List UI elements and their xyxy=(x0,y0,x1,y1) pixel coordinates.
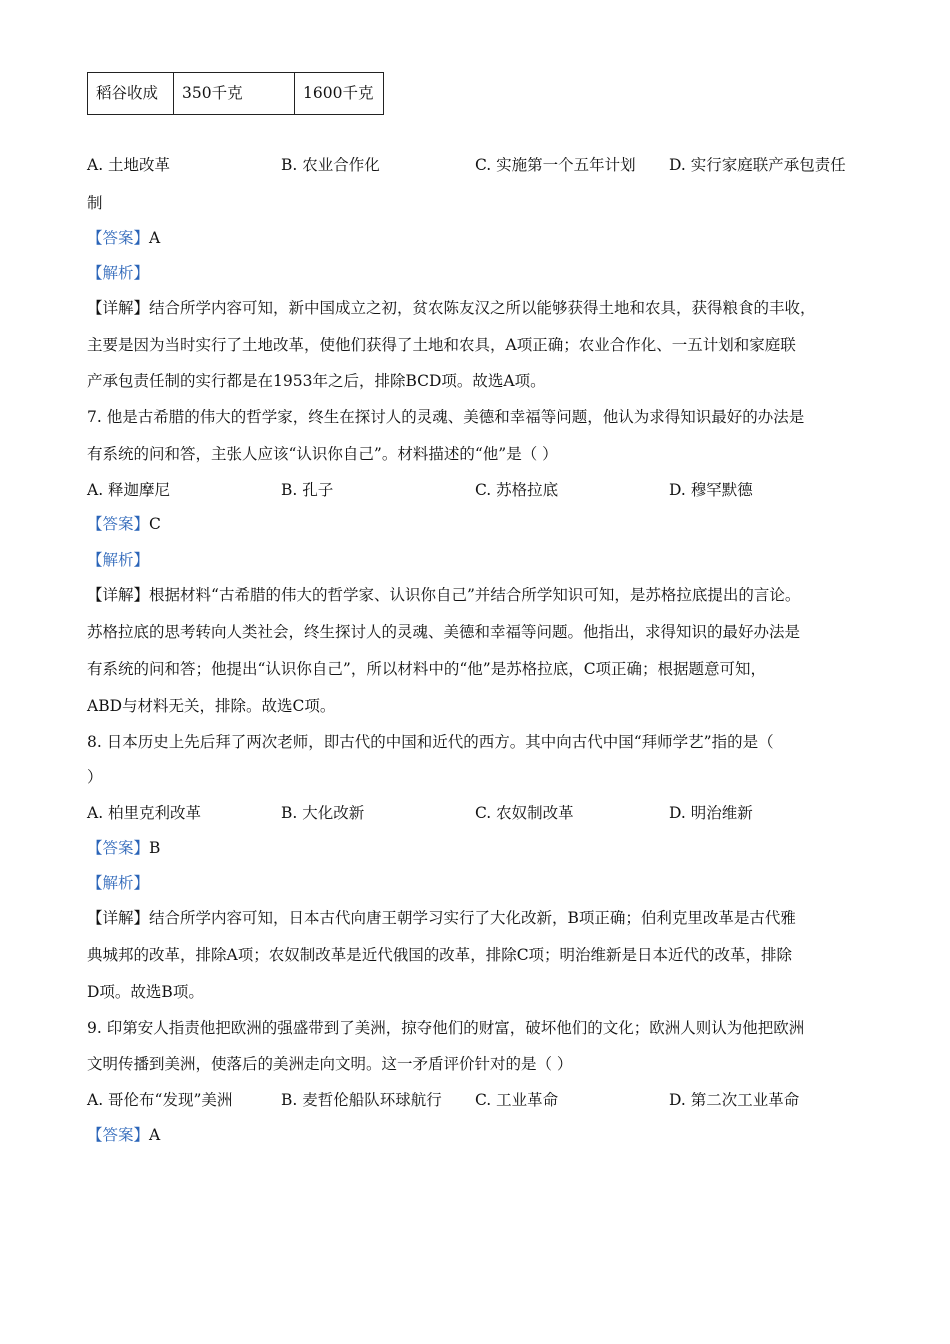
detail-tag: 【详解】 xyxy=(87,299,150,317)
q8-analysis-tag: 【解析】 xyxy=(87,874,150,892)
table-cell: 350千克 xyxy=(174,73,295,115)
q7-stem-line: 有系统的问和答，主张人应该“认识你自己”。材料描述的“他”是（ ） xyxy=(87,445,558,463)
q8-detail-line: D项。故选B项。 xyxy=(87,983,204,1001)
q9-answer xyxy=(87,1125,160,1145)
q8-option-c: C. 农奴制改革 xyxy=(475,804,574,822)
q7-stem-line: 7. 他是古希腊的伟大的哲学家，终生在探讨人的灵魂、美德和幸福等问题，他认为求得知识最好的办法是 xyxy=(87,408,805,426)
q7-option-d: D. 穆罕默德 xyxy=(669,481,753,499)
q9-option-b: B. 麦哲伦船队环球航行 xyxy=(281,1091,442,1109)
q8-detail-line: 典城邦的改革，排除A项；农奴制改革是近代俄国的改革，排除C项；明治维新是日本近代的改革，排除 xyxy=(87,946,793,964)
q9-stem-line: 文明传播到美洲，使落后的美洲走向文明。这一矛盾评价针对的是（ ） xyxy=(87,1055,573,1073)
answer-value: C xyxy=(149,515,161,533)
detail-text: 根据材料“古希腊的伟大的哲学家、认识你自己”并结合所学知识可知，是苏格拉底提出的言论。 xyxy=(149,586,801,604)
q7-detail-line: 苏格拉底的思考转向人类社会，终生探讨人的灵魂、美德和幸福等问题。他指出，求得知识的最好办法是 xyxy=(87,623,801,641)
answer-tag: 【答案】 xyxy=(87,1126,150,1144)
q6-answer xyxy=(87,228,160,248)
q6-detail-line: 产承包责任制的实行都是在1953年之后，排除BCD项。故选A项。 xyxy=(87,372,546,390)
q8-option-a: A. 柏里克利改革 xyxy=(87,804,202,822)
q7-analysis-tag: 【解析】 xyxy=(87,551,150,569)
q7-option-b: B. 孔子 xyxy=(281,481,334,499)
detail-tag: 【详解】 xyxy=(87,909,150,927)
q8-stem-line: 8. 日本历史上先后拜了两次老师，即古代的中国和近代的西方。其中向古代中国“拜师学艺”指的是（ xyxy=(87,733,774,751)
answer-value: A xyxy=(149,1126,161,1144)
q8-answer xyxy=(87,838,160,858)
table-cell: 1600千克 xyxy=(295,73,384,115)
q9-option-a: A. 哥伦布“发现”美洲 xyxy=(87,1091,233,1109)
q7-answer xyxy=(87,514,161,534)
q6-option-d-cont: 制 xyxy=(87,194,103,212)
q7-option-a: A. 释迦摩尼 xyxy=(87,481,171,499)
answer-value: B xyxy=(149,839,161,857)
q6-option-c: C. 实施第一个五年计划 xyxy=(475,156,636,174)
q8-stem-line: ） xyxy=(87,768,103,786)
q7-option-c: C. 苏格拉底 xyxy=(475,481,559,499)
q6-option-d: D. 实行家庭联产承包责任 xyxy=(669,156,846,174)
q6-option-a: A. 土地改革 xyxy=(87,156,171,174)
q8-option-b: B. 大化改新 xyxy=(281,804,365,822)
answer-tag: 【答案】 xyxy=(87,515,150,533)
q7-detail-line: ABD与材料无关，排除。故选C项。 xyxy=(87,697,336,715)
detail-text: 结合所学内容可知，日本古代向唐王朝学习实行了大化改新，B项正确；伯利克里改革是古代雅 xyxy=(149,909,796,927)
q8-detail-line xyxy=(87,908,796,928)
table-row xyxy=(88,73,384,115)
q9-stem-line: 9. 印第安人指责他把欧洲的强盛带到了美洲，掠夺他们的财富，破坏他们的文化；欧洲人则认为他把欧洲 xyxy=(87,1019,805,1037)
q6-analysis-tag: 【解析】 xyxy=(87,264,150,282)
answer-tag: 【答案】 xyxy=(87,839,150,857)
q9-option-c: C. 工业革命 xyxy=(475,1091,559,1109)
answer-tag: 【答案】 xyxy=(87,229,150,247)
answer-value: A xyxy=(149,229,161,247)
q7-detail-line xyxy=(87,585,800,605)
q8-option-d: D. 明治维新 xyxy=(669,804,753,822)
harvest-table xyxy=(87,72,384,115)
q6-detail-line: 主要是因为当时实行了土地改革，使他们获得了土地和农具，A项正确；农业合作化、一五计划和家庭联 xyxy=(87,336,796,354)
detail-text: 结合所学内容可知，新中国成立之初，贫农陈友汉之所以能够获得土地和农具，获得粮食的丰收， xyxy=(149,299,816,317)
table-cell: 稻谷收成 xyxy=(88,73,174,115)
detail-tag: 【详解】 xyxy=(87,586,150,604)
q6-detail-line xyxy=(87,298,816,318)
q7-detail-line: 有系统的问和答；他提出“认识你自己”，所以材料中的“他”是苏格拉底，C项正确；根据题意可知， xyxy=(87,660,767,678)
q6-option-b: B. 农业合作化 xyxy=(281,156,380,174)
q9-option-d: D. 第二次工业革命 xyxy=(669,1091,800,1109)
